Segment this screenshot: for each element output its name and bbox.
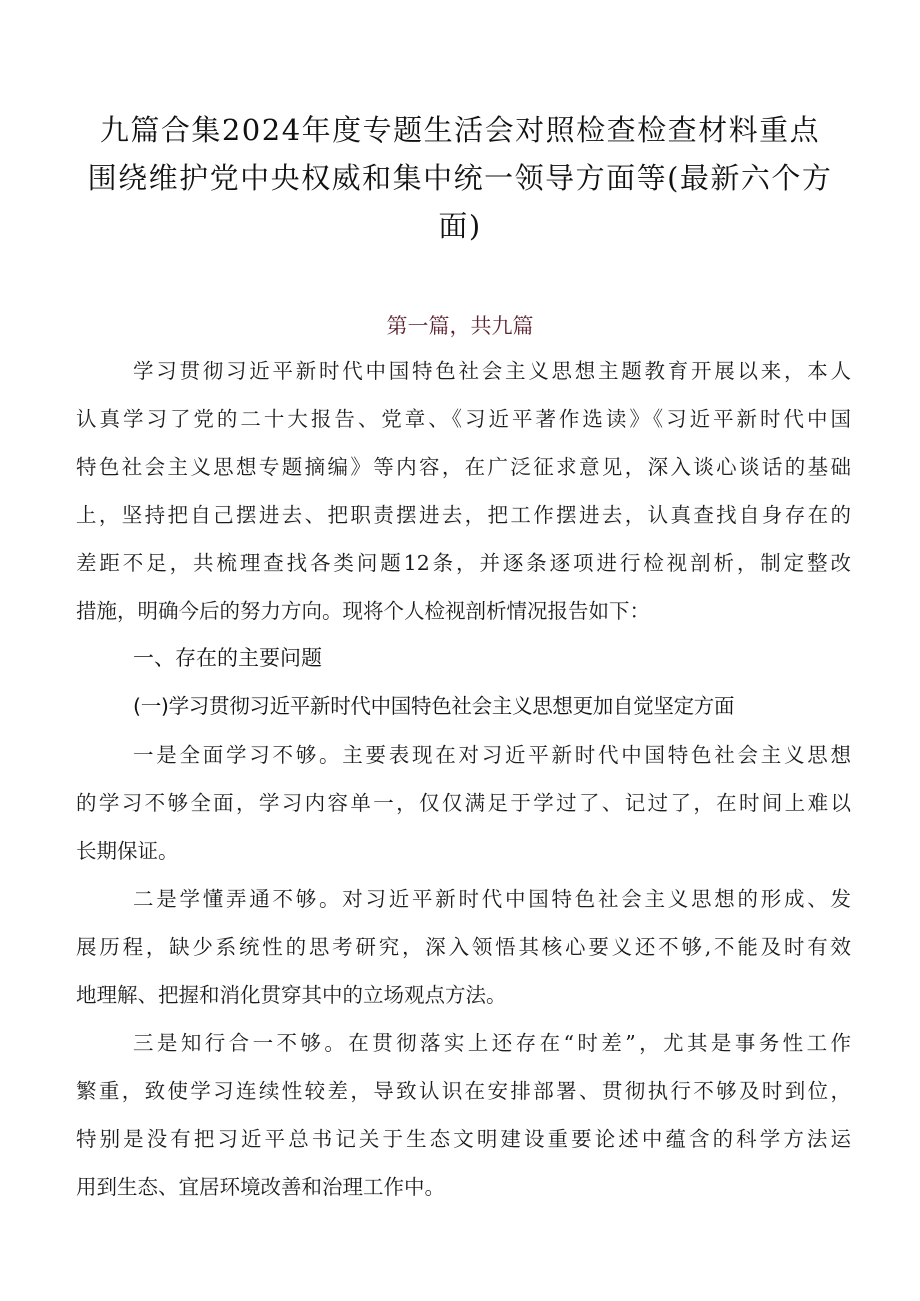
- title-line: 围绕维护党中央权威和集中统一领导方面等(最新六个方: [87, 161, 833, 195]
- section-title: 第一篇，共九篇: [386, 314, 534, 338]
- section-heading: 一、存在的主要问题: [133, 646, 322, 670]
- paragraph-line: 地理解、把握和消化贯穿其中的立场观点方法。: [76, 983, 507, 1007]
- document-title: [70, 106, 850, 250]
- paragraph-line: 上，坚持把自己摆进去、把职责摆进去，把工作摆进去，认真查找自身存在的: [76, 503, 851, 527]
- title-line: 面): [438, 209, 482, 243]
- paragraph-line: 长期保证。: [76, 839, 179, 863]
- paragraph-line: 用到生态、宜居环境改善和治理工作中。: [76, 1175, 445, 1199]
- paragraph-line: 展历程，缺少系统性的思考研究，深入领悟其核心要义还不够,不能及时有效: [76, 935, 851, 959]
- paragraph-line: 二是学懂弄通不够。对习近平新时代中国特色社会主义思想的形成、发: [133, 887, 851, 911]
- paragraph-line: 一是全面学习不够。主要表现在对习近平新时代中国特色社会主义思想: [133, 743, 851, 767]
- paragraph-line: 三是知行合一不够。在贯彻落实上还存在“时差”，尤其是事务性工作: [133, 1031, 851, 1055]
- paragraph-line: 差距不足，共梳理查找各类问题12条，并逐条逐项进行检视剖析，制定整改: [76, 551, 851, 575]
- paragraph-line: 学习贯彻习近平新时代中国特色社会主义思想主题教育开展以来，本人: [133, 359, 851, 383]
- subsection-heading: (一)学习贯彻习近平新时代中国特色社会主义思想更加自觉坚定方面: [133, 694, 735, 718]
- paragraph-line: 特别是没有把习近平总书记关于生态文明建设重要论述中蕴含的科学方法运: [76, 1127, 851, 1151]
- paragraph-line: 繁重，致使学习连续性较差，导致认识在安排部署、贯彻执行不够及时到位，: [76, 1079, 851, 1103]
- paragraph-line: 的学习不够全面，学习内容单一，仅仅满足于学过了、记过了，在时间上难以: [76, 791, 851, 815]
- paragraph-line: 认真学习了党的二十大报告、党章、《习近平著作选读》《习近平新时代中国: [76, 407, 851, 431]
- paragraph-line: 措施，明确今后的努力方向。现将个人检视剖析情况报告如下：: [76, 599, 650, 623]
- paragraph-line: 特色社会主义思想专题摘编》等内容，在广泛征求意见，深入谈心谈话的基础: [76, 455, 851, 479]
- title-line: 九篇合集2024年度专题生活会对照检查检查材料重点: [99, 113, 821, 147]
